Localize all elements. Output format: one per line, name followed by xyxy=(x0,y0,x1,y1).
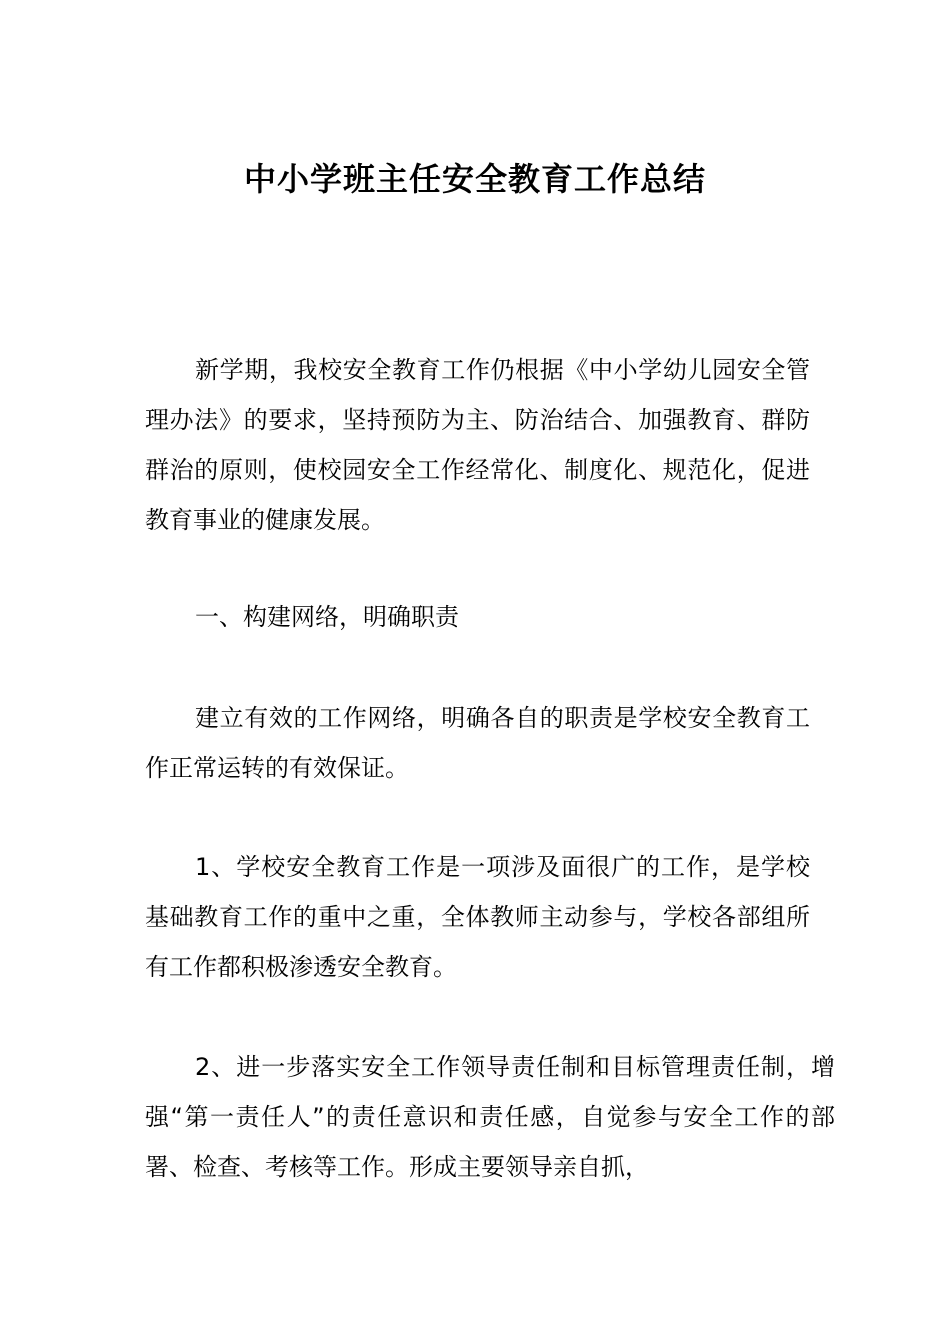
section-heading-1: 一、构建网络，明确职责 xyxy=(195,603,459,631)
paragraph-network: 建立有效的工作网络，明确各自的职责是学校安全教育工作正常运转的有效保证。 xyxy=(145,704,810,782)
paragraph-intro: 新学期，我校安全教育工作仍根据《中小学幼儿园安全管理办法》的要求，坚持预防为主、防治结合、加强教育、群防群治的原则，使校园安全工作经常化、制度化、规范化，促进教育事业的健康发展。 xyxy=(145,356,810,534)
document-title: 中小学班主任安全教育工作总结 xyxy=(243,160,706,198)
paragraph-item-2: 2、进一步落实安全工作领导责任制和目标管理责任制，增强“第一责任人”的责任意识和责任感，自觉参与安全工作的部署、检查、考核等工作。形成主要领导亲自抓， xyxy=(145,1053,835,1181)
paragraph-item-1: 1、学校安全教育工作是一项涉及面很广的工作，是学校基础教育工作的重中之重，全体教师主动参与，学校各部组所有工作都积极渗透安全教育。 xyxy=(145,853,810,981)
